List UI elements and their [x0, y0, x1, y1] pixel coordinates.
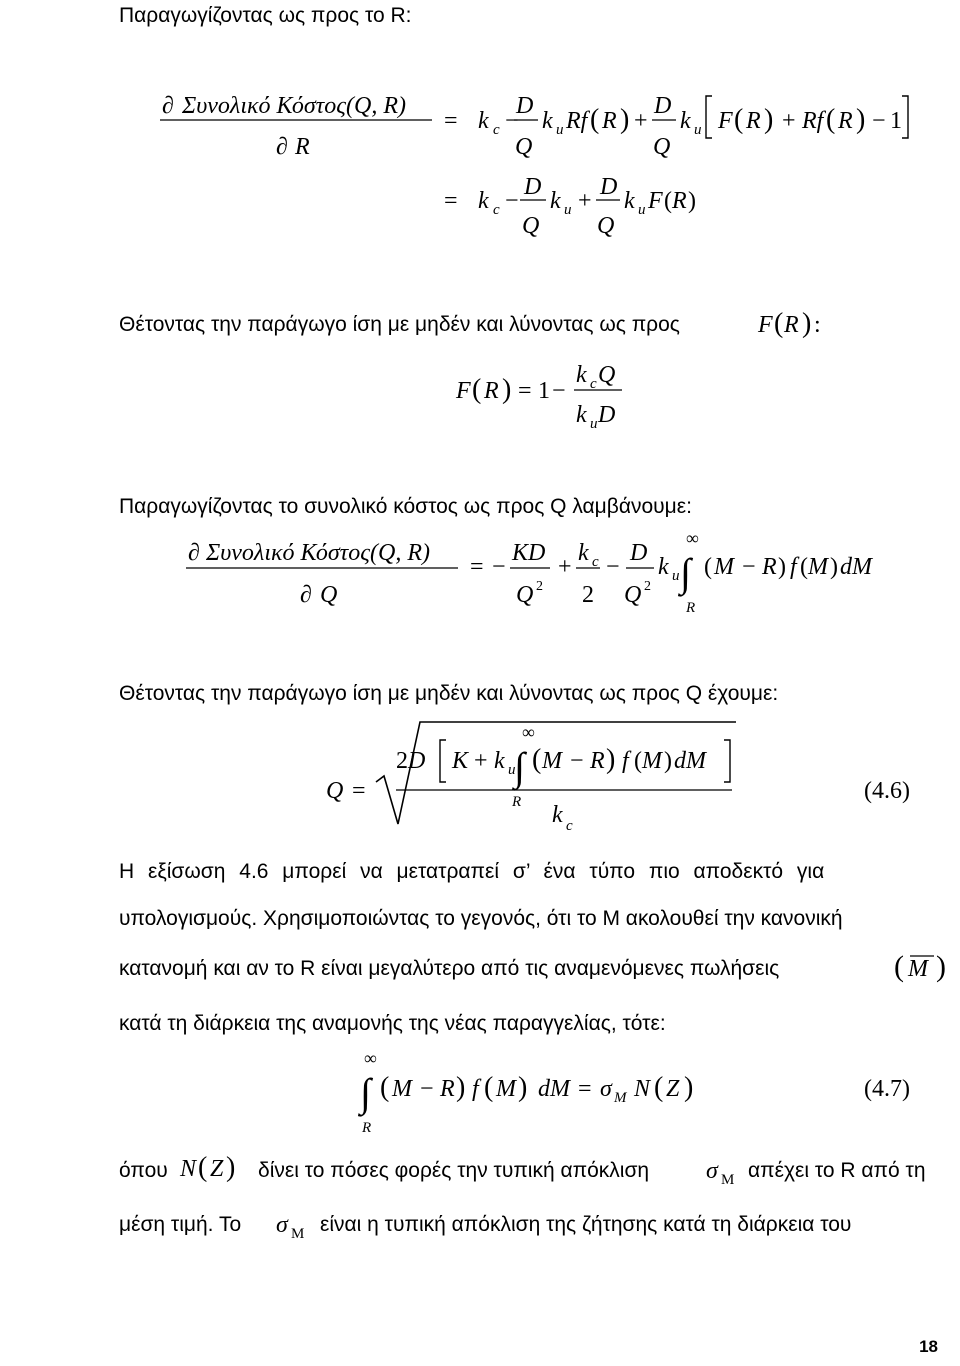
svg-text:dM: dM: [538, 1076, 570, 1102]
svg-text:Rf: Rf: [566, 108, 588, 134]
svg-text:k: k: [478, 188, 489, 214]
svg-text:+: +: [634, 108, 648, 134]
svg-text:D: D: [524, 174, 542, 200]
svg-text:R: R: [512, 794, 522, 810]
paragraph-set-derivative-zero-q: Θέτοντας την παράγωγο ίση με μηδέν και λύνοντας ως προς Q έχουμε:: [119, 682, 779, 705]
svg-text:M: M: [714, 554, 734, 580]
svg-text:M: M: [908, 956, 928, 982]
equation-number-4-7: (4.7): [864, 1076, 910, 1102]
svg-text:R: R: [686, 600, 696, 616]
svg-text:M: M: [642, 748, 662, 774]
svg-text:Q: Q: [326, 778, 344, 804]
svg-text:σ: σ: [600, 1076, 612, 1102]
paragraph-where-l2-b: είναι η τυπική απόκλιση της ζήτησης κατά τη διάρκεια του: [320, 1213, 852, 1236]
svg-text:): ): [802, 308, 812, 339]
svg-text:k: k: [624, 188, 635, 214]
paragraph-derivative-r: Παραγωγίζοντας ως προς το R:: [119, 4, 412, 27]
svg-text:): ): [936, 950, 946, 983]
svg-text:): ): [606, 744, 616, 775]
svg-text:+: +: [558, 554, 572, 580]
equation-F-R-solution: [440, 356, 740, 436]
svg-text:−: −: [505, 108, 519, 134]
svg-text:−: −: [420, 1076, 434, 1102]
svg-text:): ): [856, 104, 866, 135]
svg-text:2: 2: [644, 579, 651, 594]
svg-text:(: (: [198, 1152, 208, 1183]
equation-4-7: [0, 1050, 960, 1140]
svg-text:): ): [518, 1072, 528, 1103]
svg-text:D: D: [408, 748, 426, 774]
svg-text:): ): [764, 104, 774, 135]
svg-text:): ): [778, 554, 786, 580]
svg-text:f: f: [622, 748, 629, 774]
svg-text:Q: Q: [522, 213, 540, 239]
svg-text:u: u: [556, 122, 564, 138]
svg-text:1: 1: [538, 378, 550, 404]
svg-text:∫: ∫: [514, 744, 525, 789]
svg-text:R: R: [590, 748, 605, 774]
svg-text:(: (: [774, 308, 784, 339]
svg-text:Rf: Rf: [802, 108, 824, 134]
svg-text:D: D: [516, 93, 534, 119]
svg-text:M: M: [614, 1090, 627, 1106]
svg-text:Q: Q: [597, 213, 615, 239]
svg-text:c: c: [590, 376, 597, 392]
equation-inline-F-R: [752, 304, 842, 344]
svg-text:D: D: [630, 540, 648, 566]
svg-text:): ): [684, 1072, 694, 1103]
svg-text:c: c: [592, 554, 599, 570]
equation-number-4-6: (4.6): [864, 778, 910, 804]
equation-inline-sigma-M-1: [704, 1150, 754, 1190]
svg-text:R: R: [362, 1120, 372, 1136]
svg-text:R: R: [484, 378, 499, 404]
svg-text:∂: ∂: [300, 582, 312, 608]
svg-text:(: (: [590, 104, 600, 135]
svg-text:−: −: [552, 378, 566, 404]
svg-text:M: M: [392, 1076, 412, 1102]
svg-text:k: k: [494, 748, 505, 774]
paragraph-where-l1-a: όπου: [119, 1159, 168, 1182]
svg-text:M: M: [496, 1076, 516, 1102]
svg-text:): ): [456, 1072, 466, 1103]
paragraph-equation-transform-l2: υπολογισμούς. Χρησιμοποιώντας το γεγονός, ότι το Μ ακολουθεί την κανονική: [119, 907, 843, 930]
svg-text:=: =: [578, 1076, 592, 1102]
svg-text:K: K: [452, 748, 469, 774]
svg-text:(: (: [894, 950, 904, 983]
svg-text:k: k: [550, 188, 561, 214]
svg-text:=: =: [518, 378, 532, 404]
eq3-label: Συνολικό Κόστος(Q, R): [206, 540, 430, 566]
paragraph-set-derivative-zero-r: Θέτοντας την παράγωγο ίση με μηδέν και λύνοντας ως προς: [119, 313, 680, 336]
svg-text:): ): [620, 104, 630, 135]
equation-inline-N-Z: [176, 1148, 256, 1188]
svg-text:f: f: [472, 1076, 479, 1102]
svg-text:R: R: [672, 188, 687, 214]
svg-text:k: k: [578, 540, 589, 566]
svg-text:(: (: [800, 554, 808, 580]
svg-text:−: −: [492, 554, 506, 580]
svg-text:=: =: [470, 554, 484, 580]
svg-text:f: f: [790, 554, 797, 580]
svg-text:∫: ∫: [360, 1070, 371, 1115]
svg-text:Q: Q: [516, 582, 534, 608]
paragraph-derivative-q: Παραγωγίζοντας το συνολικό κόστος ως προς Q λαμβάνουμε:: [119, 495, 692, 518]
svg-text:R: R: [295, 134, 310, 160]
svg-text:σ: σ: [276, 1212, 288, 1238]
svg-text:(: (: [472, 374, 482, 405]
svg-text:Q: Q: [515, 134, 533, 160]
svg-text:Q: Q: [653, 134, 671, 160]
svg-text:c: c: [493, 202, 500, 218]
svg-text:R: R: [762, 554, 777, 580]
paragraph-where-l1-b: δίνει το πόσες φορές την τυπική απόκλιση: [258, 1159, 650, 1182]
paragraph-where-l1-c: απέχει το R από τη: [748, 1159, 926, 1182]
svg-text:M: M: [808, 554, 828, 580]
svg-text:(: (: [484, 1072, 494, 1103]
svg-text:Z: Z: [666, 1076, 680, 1102]
svg-text:): ): [830, 554, 838, 580]
svg-text:u: u: [672, 568, 680, 584]
svg-text:u: u: [564, 202, 572, 218]
svg-text:KD: KD: [512, 540, 546, 566]
svg-text:∂: ∂: [162, 93, 174, 119]
svg-text:R: R: [746, 108, 761, 134]
svg-text:): ): [502, 374, 512, 405]
equation-derivative-q: [0, 530, 960, 620]
svg-text:=: =: [444, 188, 458, 214]
svg-text:∞: ∞: [364, 1050, 377, 1068]
svg-text:u: u: [508, 762, 516, 778]
svg-text:2: 2: [536, 579, 543, 594]
svg-text:M: M: [291, 1226, 305, 1242]
svg-text:(: (: [532, 744, 542, 775]
svg-text:Q: Q: [320, 582, 338, 608]
svg-text:R: R: [602, 108, 617, 134]
svg-text::: :: [814, 312, 821, 338]
equation-derivative-r: [0, 80, 960, 330]
svg-text:): ): [226, 1152, 236, 1183]
svg-text:u: u: [638, 202, 646, 218]
page-number: 18: [919, 1337, 938, 1356]
svg-text:∞: ∞: [686, 530, 699, 548]
svg-text:+: +: [474, 748, 488, 774]
svg-text:k: k: [542, 108, 553, 134]
svg-text:Q: Q: [624, 582, 642, 608]
svg-text:k: k: [552, 802, 563, 828]
svg-text:Q: Q: [598, 362, 616, 388]
svg-text:(: (: [826, 104, 836, 135]
svg-text:R: R: [440, 1076, 455, 1102]
svg-text:σ: σ: [706, 1158, 718, 1184]
svg-text:+: +: [578, 188, 592, 214]
svg-text:F: F: [718, 108, 733, 134]
svg-text:dM: dM: [674, 748, 706, 774]
svg-text:−: −: [570, 748, 584, 774]
svg-text:(: (: [704, 554, 712, 580]
svg-text:D: D: [654, 93, 672, 119]
equation-inline-mean-M: [890, 946, 960, 986]
svg-text:N: N: [180, 1156, 197, 1182]
svg-text:(: (: [380, 1072, 390, 1103]
svg-text:1: 1: [890, 108, 902, 134]
svg-text:∂: ∂: [188, 540, 200, 566]
svg-text:u: u: [694, 122, 702, 138]
svg-text:R: R: [784, 312, 799, 338]
svg-text:∞: ∞: [522, 722, 535, 742]
svg-text:=: =: [352, 778, 366, 804]
paragraph-equation-transform-l3: κατανομή και αν το R είναι μεγαλύτερο από τις αναμενόμενες πωλήσεις: [119, 957, 780, 980]
svg-text:(: (: [664, 188, 672, 214]
svg-text:2: 2: [582, 582, 594, 608]
svg-text:D: D: [600, 174, 618, 200]
equation-inline-sigma-M-2: [274, 1204, 324, 1244]
svg-text:N: N: [634, 1076, 651, 1102]
svg-text:c: c: [493, 122, 500, 138]
svg-text:Z: Z: [210, 1156, 224, 1182]
svg-text:∂: ∂: [276, 134, 288, 160]
svg-text:(: (: [634, 748, 642, 774]
svg-text:+: +: [782, 108, 796, 134]
svg-text:D: D: [598, 402, 616, 428]
svg-text:F: F: [456, 378, 471, 404]
svg-text:k: k: [658, 554, 669, 580]
svg-text:k: k: [576, 362, 587, 388]
svg-text:−: −: [742, 554, 756, 580]
svg-text:R: R: [838, 108, 853, 134]
svg-text:(: (: [734, 104, 744, 135]
svg-text:−: −: [872, 108, 886, 134]
svg-text:k: k: [576, 402, 587, 428]
paragraph-where-l2-a: μέση τιμή. Το: [119, 1213, 242, 1236]
paragraph-equation-transform-l1: Η εξίσωση 4.6 μπορεί να μετατραπεί σ’ ένα τύπο πιο αποδεκτό για: [119, 860, 825, 883]
svg-text:−: −: [606, 554, 620, 580]
svg-text:2: 2: [396, 748, 408, 774]
svg-text:M: M: [721, 1172, 735, 1188]
svg-text:F: F: [648, 188, 663, 214]
svg-text:∫: ∫: [680, 550, 691, 595]
eq1-label: Συνολικό Κόστος(Q, R): [182, 93, 406, 119]
svg-text:): ): [688, 188, 696, 214]
svg-text:k: k: [478, 108, 489, 134]
svg-text:F: F: [758, 312, 773, 338]
svg-text:): ): [664, 748, 672, 774]
svg-text:M: M: [542, 748, 562, 774]
svg-text:−: −: [505, 188, 519, 214]
svg-text:(: (: [654, 1072, 664, 1103]
paragraph-equation-transform-l4: κατά τη διάρκεια της αναμονής της νέας παραγγελίας, τότε:: [119, 1012, 666, 1035]
svg-text:k: k: [680, 108, 691, 134]
equation-4-6: [0, 716, 960, 856]
svg-text:=: =: [444, 108, 458, 134]
svg-text:c: c: [566, 818, 573, 834]
svg-text:dM: dM: [840, 554, 872, 580]
svg-text:u: u: [590, 416, 598, 432]
